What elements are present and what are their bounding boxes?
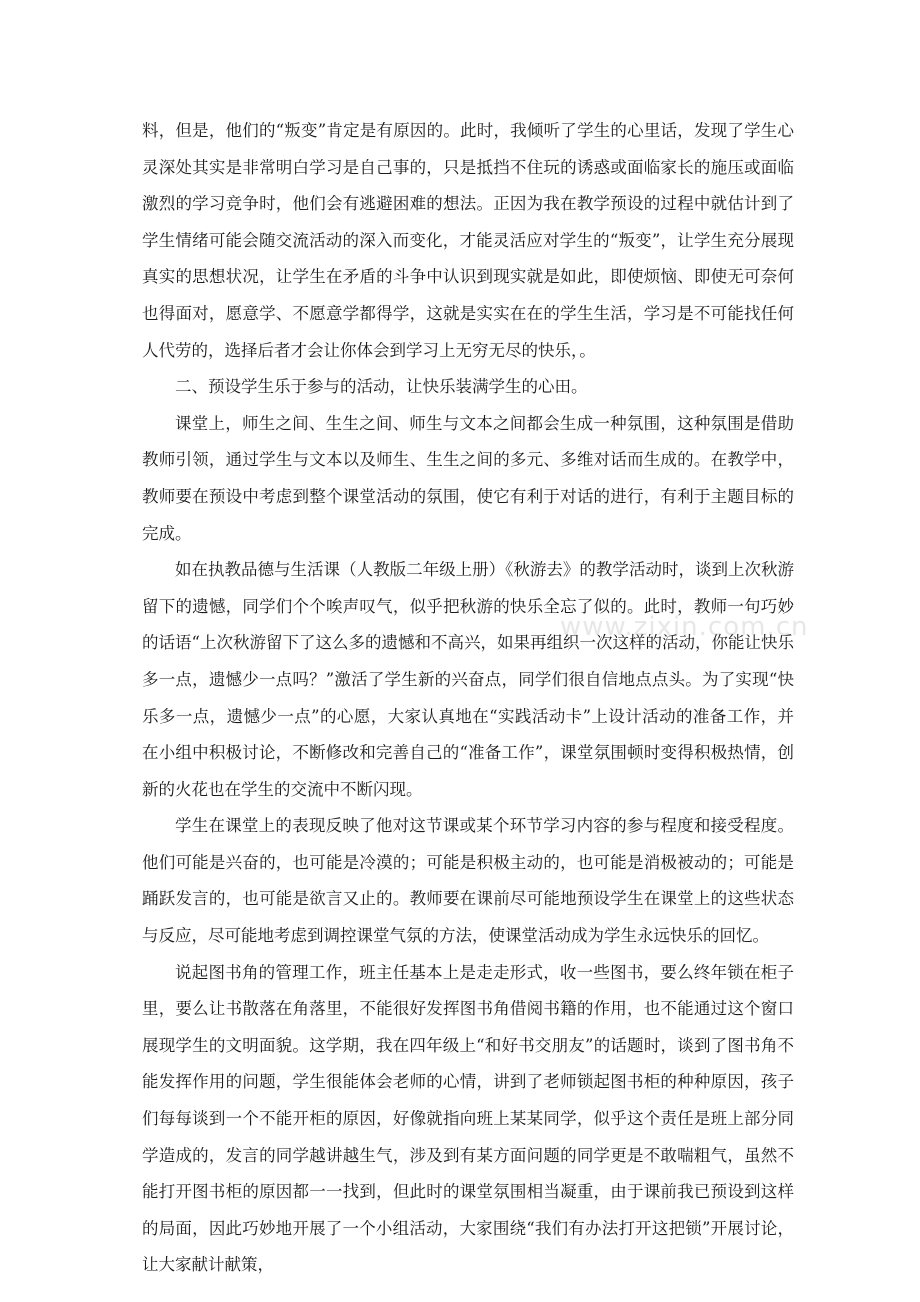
paragraph-5: 学生在课堂上的表现反映了他对这节课或某个环节学习内容的参与程度和接受程度。他们可能是兴奋的，也可能是冷漠的；可能是积极主动的，也可能是消极被动的；可能是踊跃发言的，也可能是欲言又止的。教师要在课前尽可能地预设学生在课堂上的这些状态与反应，尽可能地考虑到调控课堂气氛的方法，使课堂活动成为学生永远快乐的回忆。 [142,816,794,946]
paragraph-4: 如在执教品德与生活课（人教版二年级上册）《秋游去》的教学活动时，谈到上次秋游留下的遗憾，同学们个个唉声叹气，似乎把秋游的快乐全忘了似的。此时，教师一句巧妙的话语“上次秋游留下了这么多的遗憾和不高兴，如果再组织一次这样的活动，你能让快乐多一点，遗憾少一点吗？”激活了学生新的兴奋点，同学们很自信地点点头。为了实现“快乐多一点，遗憾少一点”的心愿，大家认真地在“实践活动卡”上设计活动的准备工作，并在小组中积极讨论，不断修改和完善自己的“准备工作”，课堂氛围顿时变得积极热情，创新的火花也在学生的交流中不断闪现。 [142,560,794,799]
section-heading-2: 二、预设学生乐于参与的活动，让快乐装满学生的心田。 [175,377,588,397]
document-body [142,113,794,1284]
paragraph-1: 料，但是，他们的“叛变”肯定是有原因的。此时，我倾听了学生的心里话，发现了学生心灵深处其实是非常明白学习是自己事的，只是抵挡不住玩的诱惑或面临家长的施压或面临激烈的学习竞争时，他们会有逃避困难的想法。正因为我在教学预设的过程中就估计到了学生情绪可能会随交流活动的深入而变化，才能灵活应对学生的“叛变”，让学生充分展现真实的思想状况，让学生在矛盾的斗争中认识到现实就是如此，即使烦恼、即使无可奈何也得面对，愿意学、不愿意学都得学，这就是实实在在的学生生活，学习是不可能找任何人代劳的，选择后者才会让你体会到学习上无穷无尽的快乐，。 [142,121,794,360]
paragraph-6: 说起图书角的管理工作，班主任基本上是走走形式，收一些图书，要么终年锁在柜子里，要么让书散落在角落里，不能很好发挥图书角借阅书籍的作用，也不能通过这个窗口展现学生的文明面貌。这学期，我在四年级上“和好书交朋友”的话题时，谈到了图书角不能发挥作用的问题，学生很能体会老师的心情，讲到了老师锁起图书柜的种种原因，孩子们每每谈到一个不能开柜的原因，好像就指向班上某某同学，似乎这个责任是班上部分同学造成的，发言的同学越讲越生气，涉及到有某方面问题的同学更是不敢喘粗气，虽然不能打开图书柜的原因都一一找到，但此时的课堂氛围相当凝重，由于课前我已预设到这样的局面，因此巧妙地开展了一个小组活动，大家围绕“我们有办法打开这把锁”开展讨论，让大家献计献策， [142,962,794,1275]
paragraph-3: 课堂上，师生之间、生生之间、师生与文本之间都会生成一种氛围，这种氛围是借助教师引领，通过学生与文本以及师生、生生之间的多元、多维对话而生成的。在教学中，教师要在预设中考虑到整个课堂活动的氛围，使它有利于对话的进行，有利于主题目标的完成。 [142,413,794,543]
watermark: www.zixin.com.cn [560,612,809,642]
